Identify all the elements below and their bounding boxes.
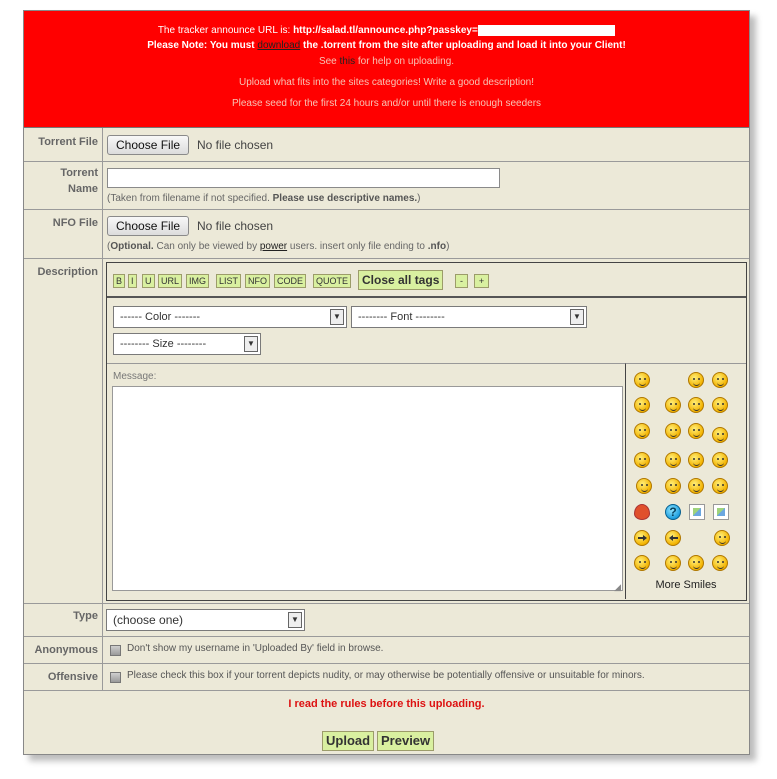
nfo-button[interactable]: NFO [245,274,270,288]
close-all-tags-button[interactable]: Close all tags [358,270,443,290]
surprised-icon[interactable] [688,423,704,439]
happy-icon[interactable] [688,452,704,468]
broken-image-icon[interactable] [713,504,729,520]
wink-icon[interactable] [665,397,681,413]
preview-button[interactable]: Preview [377,731,434,751]
torrent-name-input[interactable] [107,168,500,188]
url-button[interactable]: URL [158,274,182,288]
confused-icon[interactable] [712,397,728,413]
smiley-panel [626,363,746,599]
type-row [24,604,749,637]
help-link[interactable]: this [339,56,356,67]
nfo-file-choose-button[interactable]: Choose File [107,216,189,236]
bbcode-toolbar [107,263,746,298]
font-select[interactable]: -------- Font -------- ▼ [351,306,587,328]
submit-area [24,691,749,754]
thinking-icon[interactable] [636,478,652,494]
nfo-file-label: NFO File [24,210,103,258]
anonymous-label: Anonymous [24,637,103,663]
passkey-redacted: ................................................ [479,25,614,36]
offensive-row [24,664,749,691]
italic-button[interactable]: I [128,274,137,288]
power-users-link[interactable]: power [259,241,288,252]
upload-button[interactable]: Upload [322,731,374,751]
sad-icon[interactable] [634,423,650,439]
resize-grip-icon[interactable]: ◢ [614,582,621,592]
rules-notice: I read the rules before this uploading. [288,698,485,710]
type-select[interactable]: (choose one) ▼ [106,609,305,631]
size-select[interactable]: -------- Size -------- ▼ [113,333,261,355]
torrent-file-status: No file chosen [197,138,274,152]
message-textarea[interactable] [112,386,623,591]
tongue-icon[interactable] [634,397,650,413]
love-icon[interactable] [665,555,681,571]
description-row [24,259,749,604]
wave-icon[interactable] [714,530,730,546]
offensive-checkbox[interactable] [110,672,121,683]
chevron-down-icon: ▼ [330,309,344,325]
message-label: Message: [113,371,157,382]
worried-icon[interactable] [712,478,728,494]
raised-brow-icon[interactable] [634,555,650,571]
download-note: Please Note: You must download the .torrent from the site after uploading and load it into your Client! [147,40,626,51]
decrease-size-button[interactable]: - [455,274,468,288]
nfo-file-hint: (Optional. Can only be viewed by power users. insert only file ending to .nfo) [107,241,450,252]
broken-image-icon[interactable] [689,504,705,520]
seed-notice: Please seed for the first 24 hours and/or until there is enough seeders [231,98,542,109]
more-smiles-link[interactable]: More Smiles [655,579,717,591]
img-button[interactable]: IMG [186,274,209,288]
description-label: Description [24,259,103,603]
nfo-file-status: No file chosen [197,219,274,233]
angel-icon[interactable] [634,452,650,468]
upload-notice-banner [24,11,749,128]
chevron-down-icon: ▼ [244,336,258,352]
question-icon[interactable]: ? [665,504,681,520]
anonymous-row [24,637,749,664]
list-button[interactable]: LIST [216,274,241,288]
type-label: Type [24,604,103,636]
kiss-icon[interactable] [688,555,704,571]
chevron-down-icon: ▼ [288,612,302,628]
chevron-down-icon: ▼ [570,309,584,325]
announce-url: http://salad.tl/announce.php?passkey= [293,25,478,36]
download-link[interactable]: download [257,40,301,51]
arrow-right-icon[interactable] [634,530,650,546]
increase-size-button[interactable]: + [474,274,489,288]
underline-button[interactable]: U [142,274,155,288]
torrent-file-label: Torrent File [24,128,103,161]
excited-icon[interactable] [688,478,704,494]
quote-button[interactable]: QUOTE [313,274,351,288]
laugh-icon[interactable] [712,372,728,388]
bold-button[interactable]: B [113,274,125,288]
bbcode-editor [106,262,747,601]
nfo-file-row [24,210,749,259]
anonymous-checkbox[interactable] [110,645,121,656]
neutral-icon[interactable] [688,397,704,413]
smirk-icon[interactable] [712,555,728,571]
dizzy-icon[interactable] [665,452,681,468]
offensive-label: Offensive [24,664,103,690]
offensive-description: Please check this box if your torrent depicts nudity, or may otherwise be potentially offensive or unsuitable for minors. [127,670,645,681]
code-button[interactable]: CODE [274,274,306,288]
torrent-file-row [24,128,749,162]
announce-line: The tracker announce URL is: http://salad.tl/announce.php?passkey= ................................................ [157,25,614,36]
smile-icon[interactable] [634,372,650,388]
anonymous-description: Don't show my username in 'Uploaded By' field in browse. [127,643,384,654]
blush-icon[interactable] [665,478,681,494]
arrow-left-icon[interactable] [665,530,681,546]
torrent-name-row [24,162,749,210]
torrent-file-choose-button[interactable]: Choose File [107,135,189,155]
heart-icon[interactable] [634,504,650,520]
cool-icon[interactable] [712,452,728,468]
sleepy-icon[interactable] [712,427,728,443]
color-select[interactable]: ------ Color ------- ▼ [113,306,347,328]
torrent-name-label: Torrent Name [24,162,103,209]
message-area [107,363,626,599]
categories-notice: Upload what fits into the sites categories! Write a good description! [239,77,534,88]
grin-icon[interactable] [688,372,704,388]
help-line: See this for help on uploading. [318,56,455,67]
shocked-icon[interactable] [665,423,681,439]
torrent-name-hint: (Taken from filename if not specified. Please use descriptive names.) [107,193,421,204]
upload-form [23,10,750,755]
